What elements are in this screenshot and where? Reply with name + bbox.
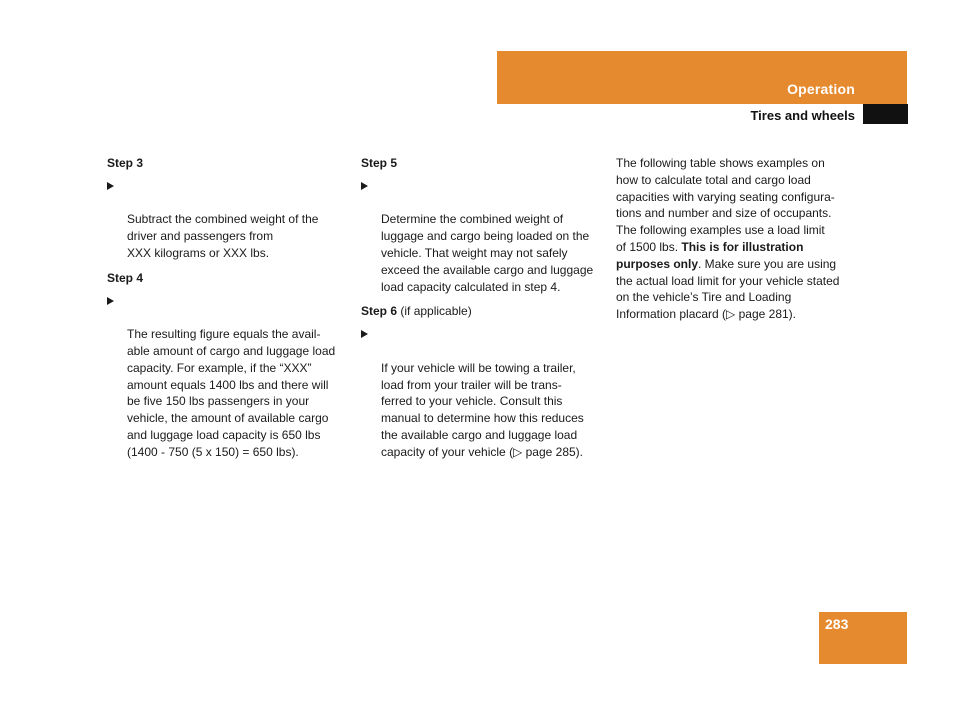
step-4-heading: Step 4 bbox=[107, 270, 144, 285]
column-3 bbox=[616, 155, 856, 323]
step-3-bullet bbox=[107, 178, 347, 262]
intro-paragraph bbox=[616, 155, 856, 323]
bullet-arrow-icon bbox=[107, 182, 114, 190]
step-3-text: Subtract the combined weight of the driver and passengers from XXX kilograms or XXX lbs. bbox=[127, 212, 319, 260]
bullet-arrow-icon bbox=[361, 182, 368, 190]
intro-text-end: . Make sure you are using the actual load limit for your vehicle stated on the vehicle’s Tire and Loading Information placard (▷ page 281). bbox=[616, 256, 840, 322]
step-5-heading: Step 5 bbox=[361, 156, 398, 170]
bullet-arrow-icon bbox=[107, 297, 114, 305]
step-5-bullet bbox=[361, 178, 601, 296]
step-6-text: If your vehicle will be towing a trailer, load from your trailer will be trans- ferred to your vehicle. Consult this manual to determine how this reduces the available cargo and luggage load capacity of your vehicle (▷ page 285). bbox=[381, 360, 584, 459]
column-2 bbox=[361, 155, 601, 469]
intro-text-bold: This is for illustration purposes only bbox=[616, 239, 804, 271]
bullet-arrow-icon bbox=[361, 330, 368, 338]
step-4-bullet bbox=[107, 293, 347, 461]
section-title: Operation bbox=[787, 81, 855, 97]
page-number-box bbox=[819, 612, 907, 664]
page-number: 283 bbox=[825, 616, 849, 632]
column-1 bbox=[107, 155, 347, 469]
subsection-title: Tires and wheels bbox=[750, 108, 855, 123]
step-3-heading: Step 3 bbox=[107, 156, 144, 170]
chapter-tab bbox=[863, 104, 908, 124]
step-6-heading bbox=[361, 303, 601, 320]
step-6-label: Step 6 bbox=[361, 304, 398, 319]
header-band bbox=[497, 51, 907, 104]
step-4-text: The resulting figure equals the avail- able amount of cargo and luggage load capacity. For example, if the “XXX” amount equals 1400 lbs and there will be five 150 lbs passengers in your vehicle, the amount of available cargo and luggage load capacity is 650 lbs (1400 - 750 (5 x 150) = 650 lbs). bbox=[127, 327, 336, 459]
step-6-bullet bbox=[361, 326, 601, 460]
step-6-note: (if applicable) bbox=[400, 304, 472, 319]
step-5-text: Determine the combined weight of luggage and cargo being loaded on the vehicle. That weight may not safely exceed the available cargo and luggage load capacity calculated in step 4. bbox=[381, 212, 594, 294]
intro-text-start: The following table shows examples on how to calculate total and cargo load capacities with varying seating configura- tions and number and size of occupants. The following examples use a load limit of 1500 lbs. bbox=[616, 156, 835, 254]
